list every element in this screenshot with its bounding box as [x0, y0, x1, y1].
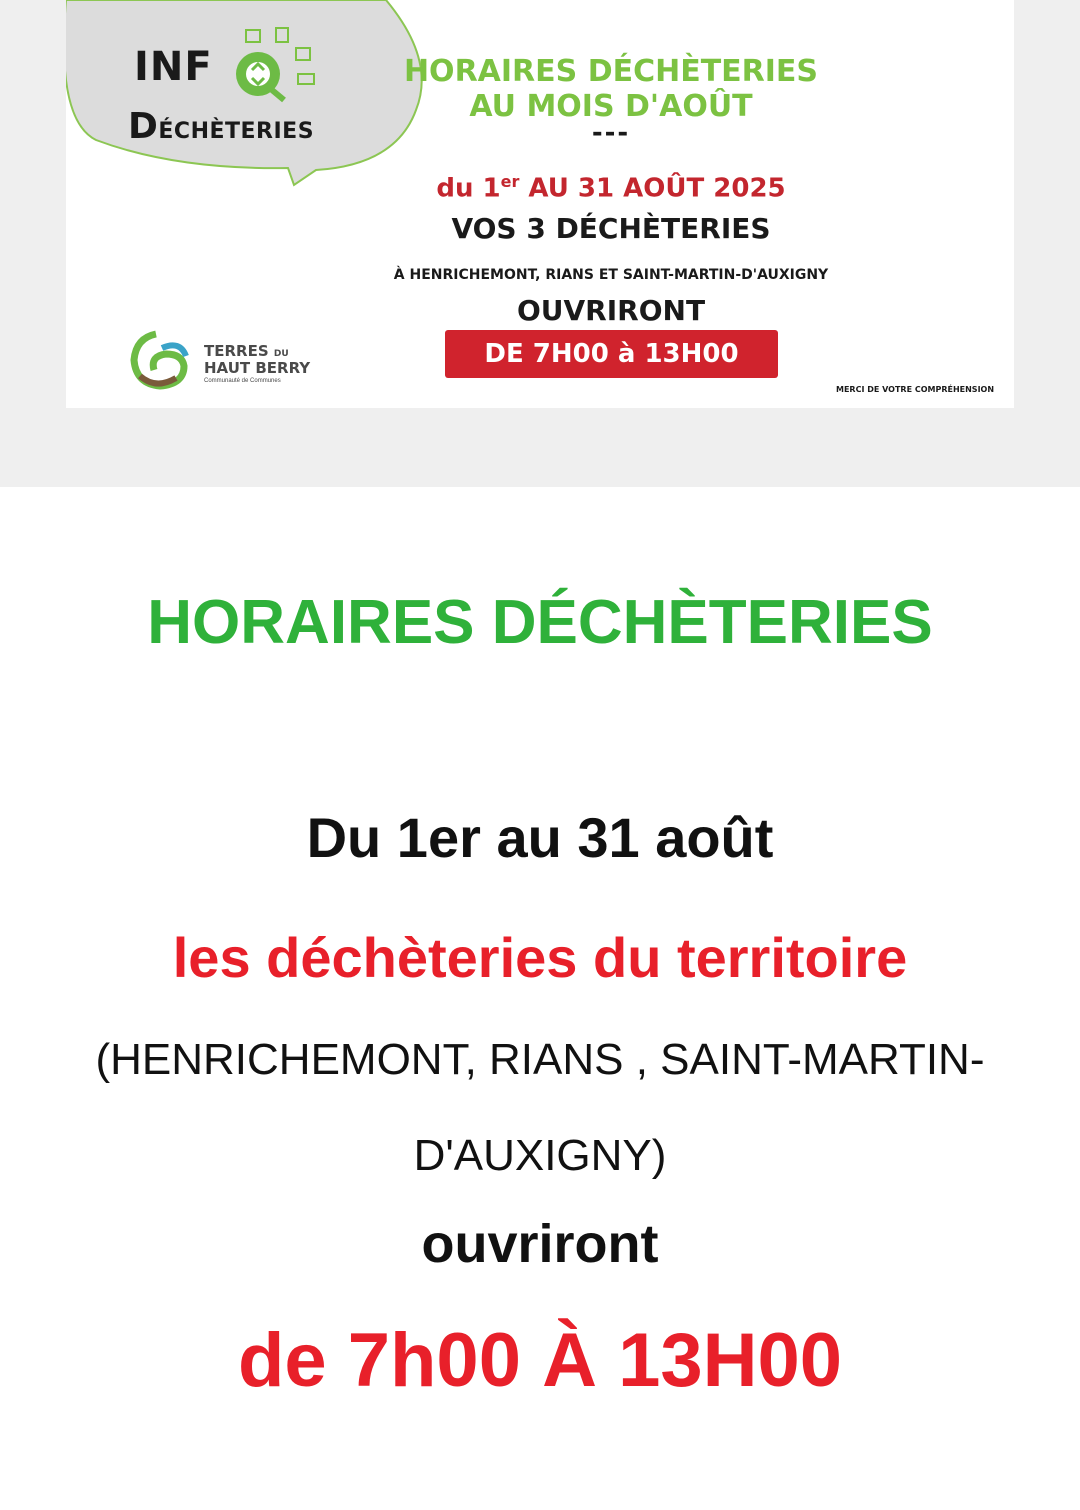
banner-date: du 1er AU 31 AOÛT 2025: [436, 172, 786, 204]
banner-headline-line2: AU MOIS D'AOÛT: [469, 89, 753, 124]
banner-dashes: ---: [591, 118, 631, 148]
banner-ouvriront: OUVRIRONT: [516, 294, 706, 327]
article-title: HORAIRES DÉCHÈTERIES: [147, 588, 933, 657]
logo-text-communaute: Communauté de Communes: [204, 378, 281, 384]
article-hours: de 7h00 À 13H00: [237, 1318, 843, 1403]
article-ouvriront: ouvriront: [421, 1214, 659, 1274]
recycle-q-icon: [226, 14, 346, 104]
banner-merci: MERCI DE VOTRE COMPRÉHENSION: [836, 385, 995, 394]
top-band: [0, 0, 1080, 487]
logo-text-haut-berry: HAUT BERRY: [204, 359, 311, 377]
banner-hours-badge: DE 7H00 à 13H00: [445, 330, 778, 378]
article-places-line2: D'AUXIGNY): [413, 1131, 667, 1180]
banner-places: À HENRICHEMONT, RIANS ET SAINT-MARTIN-D'AUXIGNY: [393, 267, 829, 283]
banner-vos: VOS 3 DÉCHÈTERIES: [451, 212, 771, 245]
article-date: Du 1er au 31 août: [306, 806, 774, 869]
article-territory: les déchèteries du territoire: [172, 926, 908, 989]
info-banner-image[interactable]: [66, 0, 1014, 408]
logo-text-terres: TERRES DU: [204, 342, 289, 360]
article-places-line1: (HENRICHEMONT, RIANS , SAINT-MARTIN-: [95, 1035, 985, 1084]
banner-headline-line1: HORAIRES DÉCHÈTERIES: [403, 54, 819, 89]
info-title: INF: [134, 44, 213, 90]
info-subtitle: DÉCHÈTERIES: [128, 106, 315, 147]
terres-du-haut-berry-logo: [126, 330, 192, 390]
